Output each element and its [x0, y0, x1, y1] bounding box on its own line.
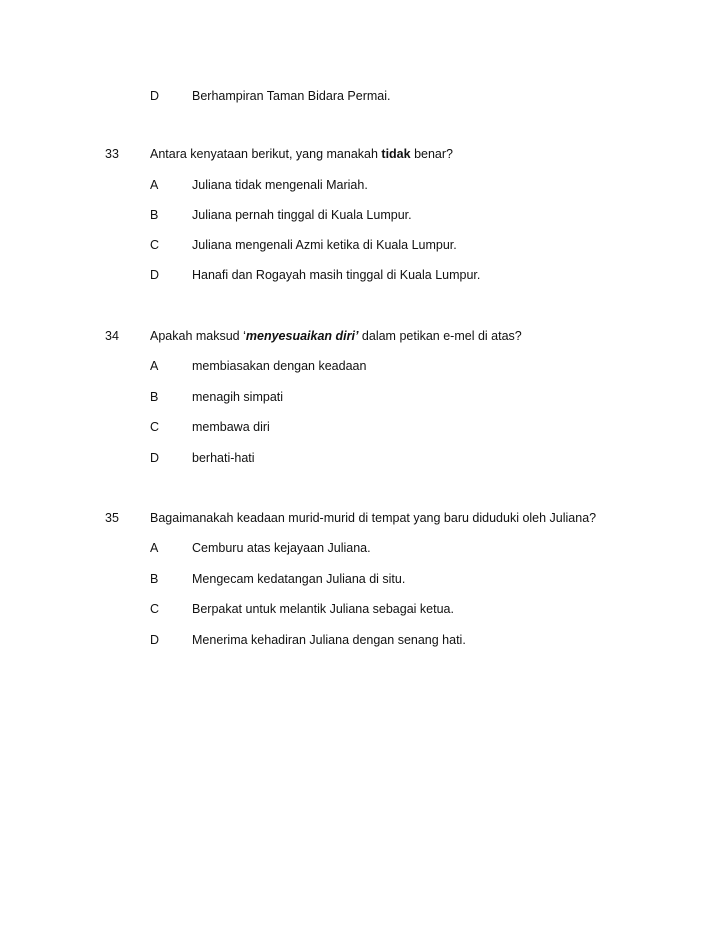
option-text: Mengecam kedatangan Juliana di situ. [192, 572, 406, 586]
question-number: 33 [105, 147, 119, 161]
option-text: Juliana mengenali Azmi ketika di Kuala Lumpur. [192, 238, 457, 252]
option-text: Berhampiran Taman Bidara Permai. [192, 89, 391, 103]
option-text: membawa diri [192, 420, 270, 434]
question-number: 34 [105, 329, 119, 343]
question-number: 35 [105, 511, 119, 525]
option-text: berhati-hati [192, 451, 255, 465]
option-letter: C [150, 602, 160, 616]
stem-text: Antara kenyataan berikut, yang manakah [150, 147, 382, 161]
option-letter: C [150, 420, 160, 434]
stem-text: Apakah maksud ‘ [150, 329, 246, 343]
option-letter: D [150, 89, 160, 103]
option-letter: D [150, 268, 160, 282]
stem-emphasis: tidak [381, 147, 411, 161]
option-letter: D [150, 633, 160, 647]
option-letter: C [150, 238, 160, 252]
question-stem [150, 328, 522, 344]
option-text: Juliana pernah tinggal di Kuala Lumpur. [192, 208, 412, 222]
option-letter: B [150, 208, 159, 222]
option-text: Cemburu atas kejayaan Juliana. [192, 541, 371, 555]
option-letter: B [150, 390, 159, 404]
question-stem [150, 146, 453, 162]
option-letter: B [150, 572, 159, 586]
option-text: Menerima kehadiran Juliana dengan senang hati. [192, 633, 466, 647]
option-letter: A [150, 178, 159, 192]
option-text: Hanafi dan Rogayah masih tinggal di Kuala Lumpur. [192, 268, 481, 282]
stem-emphasis: menyesuaikan diri’ [245, 329, 359, 343]
stem-text: benar? [410, 147, 453, 161]
question-stem: Bagaimanakah keadaan murid-murid di tempat yang baru diduduki oleh Juliana? [150, 511, 597, 525]
option-text: Juliana tidak mengenali Mariah. [192, 178, 368, 192]
option-text: menagih simpati [192, 390, 284, 404]
option-text: Berpakat untuk melantik Juliana sebagai ketua. [192, 602, 454, 616]
option-letter: D [150, 451, 160, 465]
option-letter: A [150, 541, 159, 555]
option-letter: A [150, 359, 159, 373]
option-text: membiasakan dengan keadaan [192, 359, 367, 373]
stem-text: dalam petikan e-mel di atas? [358, 329, 522, 343]
